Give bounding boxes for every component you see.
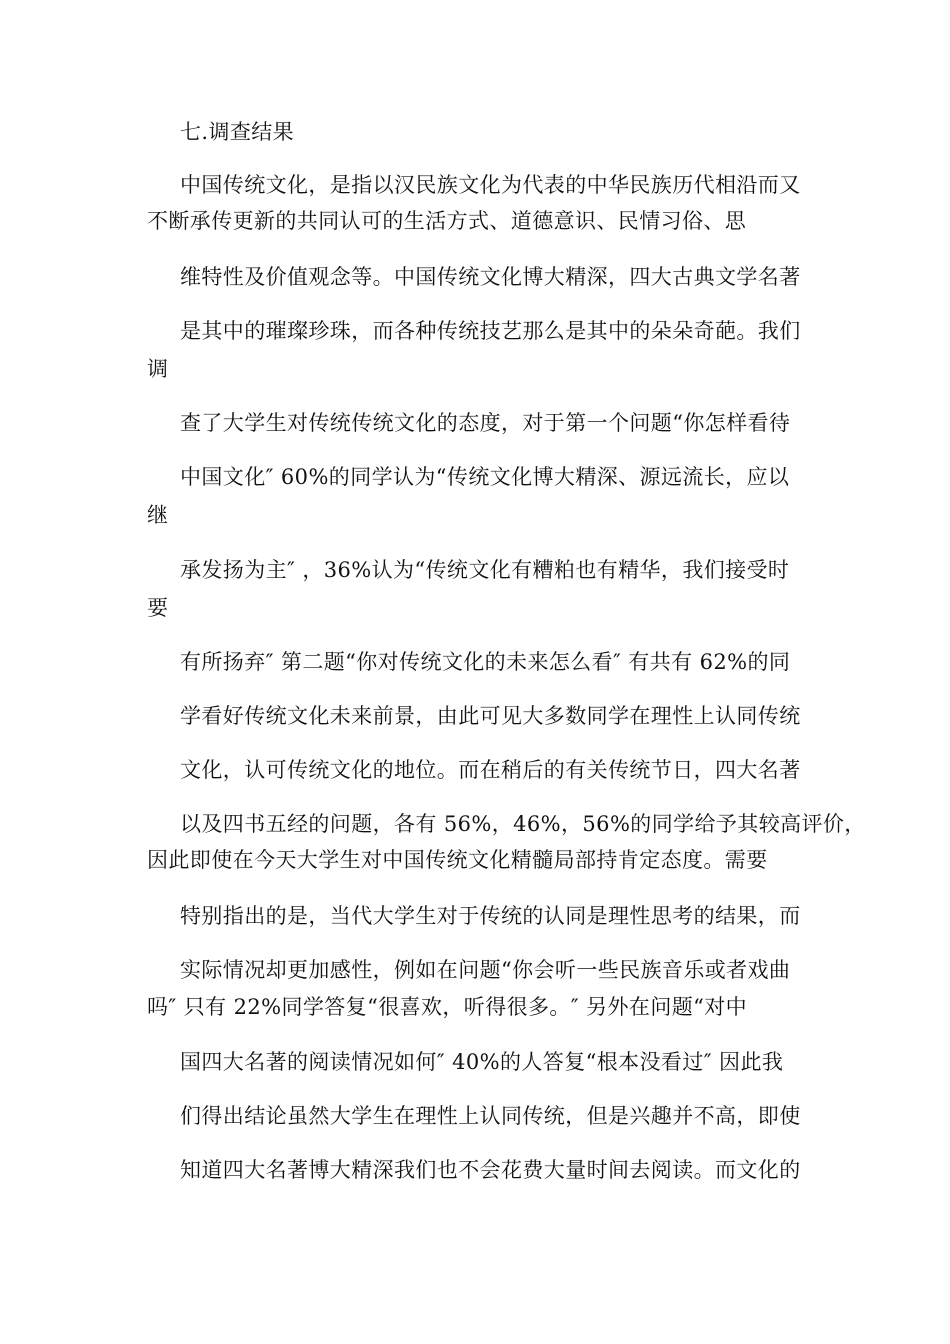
paragraph-line: 不断承传更新的共同认可的生活方式、道德意识、民情习俗、思: [147, 209, 747, 233]
paragraph-line: 们得出结论虽然大学生在理性上认同传统，但是兴趣并不高，即使: [180, 1104, 801, 1128]
paragraph-line: 继: [147, 503, 169, 527]
paragraph-line: 要: [147, 596, 169, 620]
paragraph-line: 维特性及价值观念等。中国传统文化博大精深，四大古典文学名著: [180, 265, 801, 289]
paragraph-line: 实际情况却更加感性，例如在问题“你会听一些民族音乐或者戏曲: [180, 958, 791, 982]
section-heading: 七.调查结果: [180, 120, 295, 144]
paragraph-line: 有所扬弃″ 第二题“你对传统文化的未来怎么看″ 有共有 62%的同: [180, 650, 791, 674]
paragraph-line: 知道四大名著博大精深我们也不会花费大量时间去阅读。而文化的: [180, 1158, 801, 1182]
paragraph-line: 中国传统文化，是指以汉民族文化为代表的中华民族历代相沿而又: [180, 173, 801, 197]
paragraph-line: 是其中的璀璨珍珠，而各种传统技艺那么是其中的朵朵奇葩。我们: [180, 319, 801, 343]
paragraph-line: 特别指出的是，当代大学生对于传统的认同是理性思考的结果，而: [180, 904, 801, 928]
paragraph-line: 调: [147, 357, 169, 381]
paragraph-line: 中国文化″ 60%的同学认为“传统文化博大精深、源远流长，应以: [180, 465, 790, 489]
paragraph-line: 承发扬为主″ ，36%认为“传统文化有糟粕也有精华，我们接受时: [180, 558, 790, 582]
paragraph-line: 吗″ 只有 22%同学答复“很喜欢，听得很多。″ 另外在问题“对中: [147, 995, 748, 1019]
paragraph-line: 文化，认可传统文化的地位。而在稍后的有关传统节日，四大名著: [180, 758, 801, 782]
paragraph-line: 学看好传统文化未来前景，由此可见大多数同学在理性上认同传统: [180, 704, 801, 728]
paragraph-line: 查了大学生对传统传统文化的态度，对于第一个问题“你怎样看待: [180, 411, 791, 435]
paragraph-line: 以及四书五经的问题，各有 56%，46%，56%的同学给予其较高评价，: [180, 812, 866, 836]
paragraph-line: 国四大名著的阅读情况如何″ 40%的人答复“根本没看过″ 因此我: [180, 1050, 784, 1074]
paragraph-line: 因此即使在今天大学生对中国传统文化精髓局部持肯定态度。需要: [147, 848, 768, 872]
